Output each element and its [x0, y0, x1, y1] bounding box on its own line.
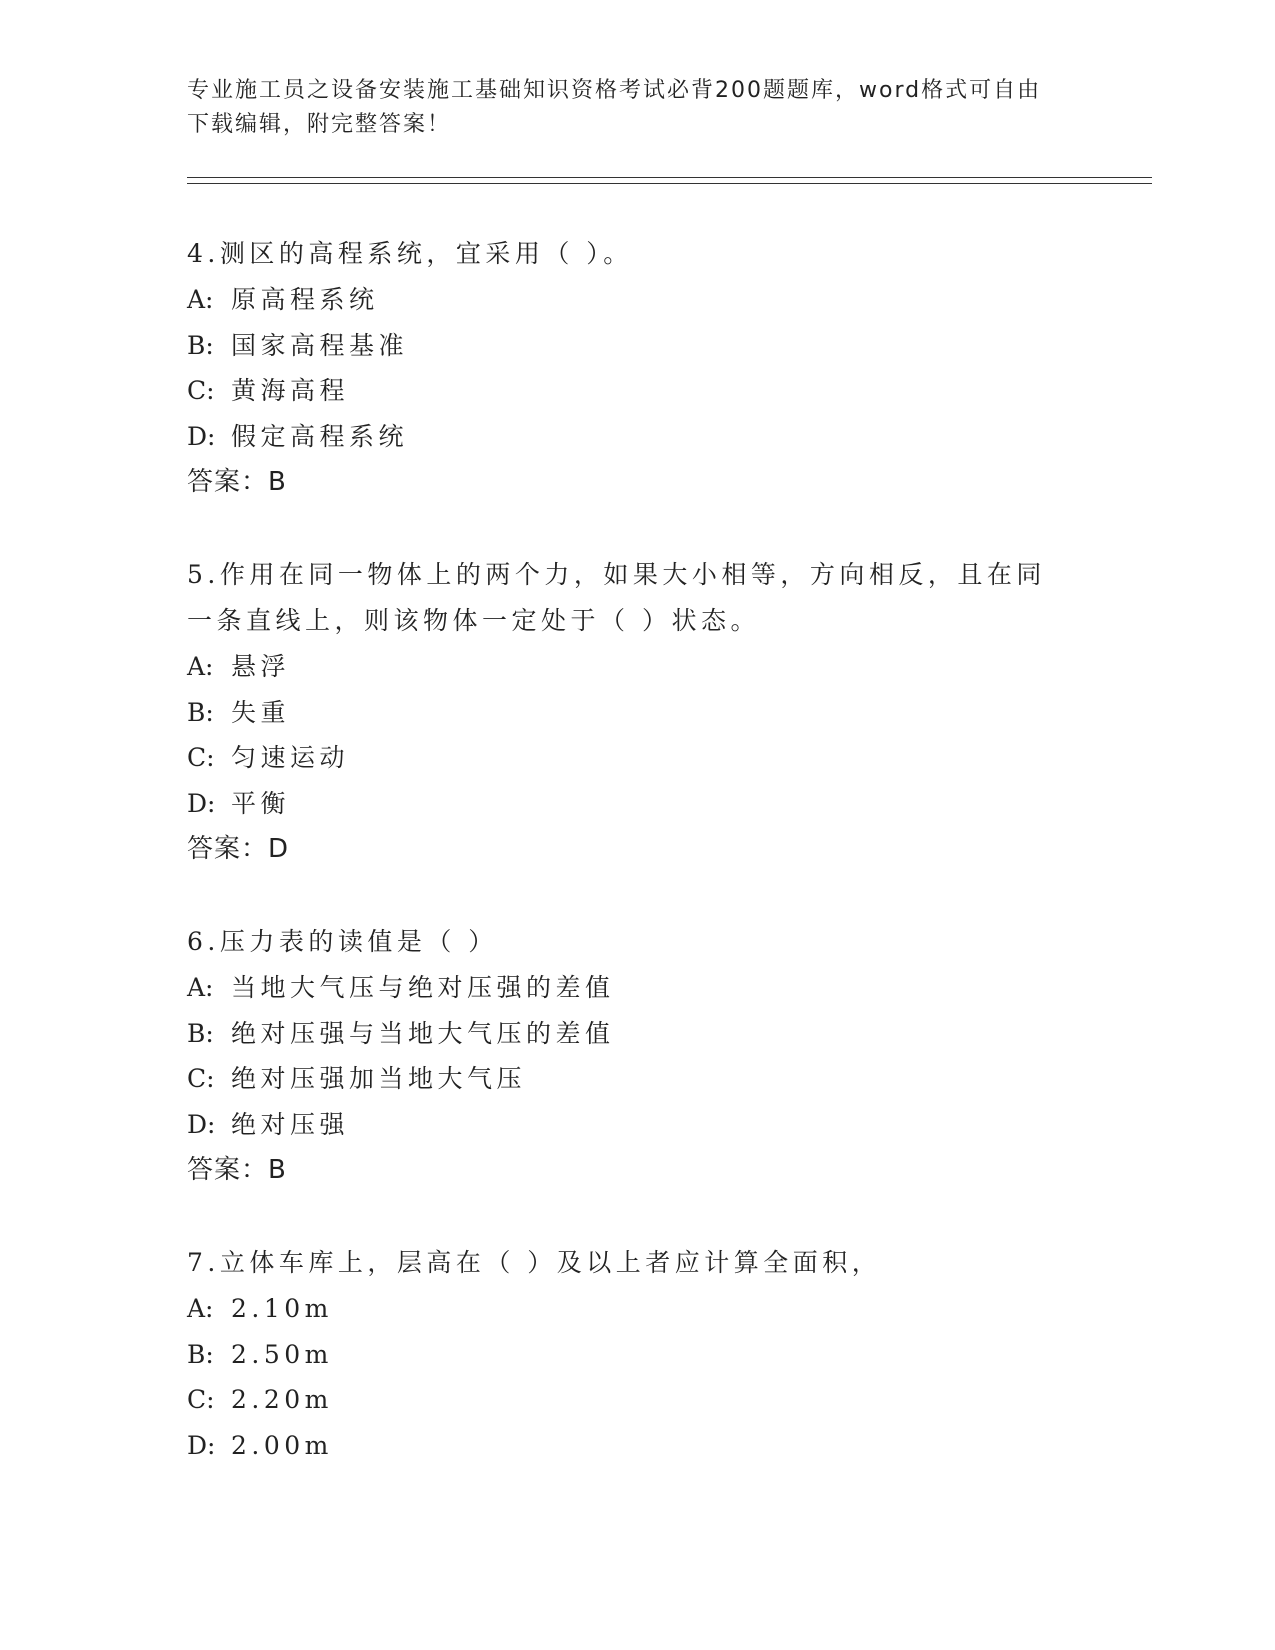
option-a	[187, 965, 1067, 1011]
header-rule-bottom	[187, 183, 1152, 184]
option-letter: A:	[187, 1294, 214, 1323]
option-text: 2.10m	[231, 1294, 333, 1323]
option-text: 平衡	[231, 788, 291, 818]
option-text: 假定高程系统	[231, 421, 409, 451]
answer-line: 答案：D	[187, 834, 290, 864]
option-letter: D:	[187, 1430, 216, 1460]
option-a	[187, 1286, 1067, 1332]
question-4	[187, 231, 1067, 505]
option-a	[187, 644, 1067, 690]
option-d	[187, 781, 1067, 827]
option-c	[187, 368, 1067, 414]
option-letter: B:	[187, 1339, 214, 1369]
question-stem: 5.作用在同一物体上的两个力，如果大小相等，方向相反，且在同一条直线上，则该物体一定处于（ ）状态。	[187, 560, 1046, 635]
option-b	[187, 690, 1067, 736]
option-b	[187, 1011, 1067, 1057]
option-text: 绝对压强与当地大气压的差值	[231, 1018, 615, 1048]
option-text: 2.00m	[231, 1430, 333, 1460]
option-c	[187, 1056, 1067, 1102]
option-letter: C:	[187, 743, 215, 772]
option-c	[187, 1377, 1067, 1423]
question-7	[187, 1240, 1067, 1468]
option-text: 当地大气压与绝对压强的差值	[231, 973, 615, 1002]
answer-line: 答案：B	[187, 467, 287, 497]
option-letter: A:	[187, 652, 214, 681]
option-letter: A:	[187, 973, 214, 1002]
option-text: 原高程系统	[231, 285, 379, 314]
option-letter: D:	[187, 788, 216, 818]
option-letter: B:	[187, 330, 214, 360]
answer-line: 答案：B	[187, 1155, 287, 1185]
option-b	[187, 1332, 1067, 1378]
question-5	[187, 552, 1067, 872]
option-d	[187, 414, 1067, 460]
option-text: 黄海高程	[231, 376, 350, 405]
option-text: 2.50m	[231, 1339, 333, 1369]
option-letter: B:	[187, 697, 214, 727]
option-b	[187, 323, 1067, 369]
option-text: 匀速运动	[231, 743, 350, 772]
option-text: 国家高程基准	[231, 330, 409, 360]
option-letter: A:	[187, 285, 214, 314]
option-letter: C:	[187, 1064, 215, 1093]
option-text: 2.20m	[231, 1385, 333, 1414]
option-letter: C:	[187, 376, 215, 405]
header-line-1: 专业施工员之设备安装施工基础知识资格考试必背200题题库，word格式可自由	[187, 78, 1042, 103]
document-header	[187, 74, 1067, 142]
option-text: 绝对压强加当地大气压	[231, 1064, 527, 1093]
option-letter: B:	[187, 1018, 214, 1048]
option-text: 悬浮	[231, 652, 291, 681]
question-stem: 4.测区的高程系统，宜采用（ ）。	[187, 239, 633, 268]
option-letter: D:	[187, 1109, 216, 1139]
question-list	[187, 231, 1067, 1515]
option-text: 失重	[231, 697, 291, 727]
option-letter: D:	[187, 421, 216, 451]
header-line-2: 下载编辑，附完整答案！	[187, 112, 452, 137]
question-6	[187, 919, 1067, 1193]
option-a	[187, 277, 1067, 323]
option-d	[187, 1423, 1067, 1469]
option-d	[187, 1102, 1067, 1148]
question-stem: 6.压力表的读值是（ ）	[187, 927, 498, 956]
option-text: 绝对压强	[231, 1109, 350, 1139]
question-stem: 7.立体车库上，层高在（ ）及以上者应计算全面积，	[187, 1248, 882, 1277]
header-rule-top	[187, 177, 1152, 178]
option-letter: C:	[187, 1385, 215, 1414]
option-c	[187, 735, 1067, 781]
